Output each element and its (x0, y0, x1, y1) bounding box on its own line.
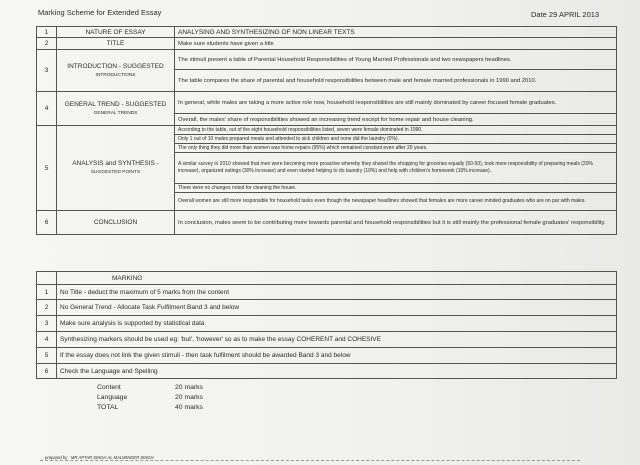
row-number: 2 (37, 38, 57, 50)
column-header: NATURE OF ESSAY (57, 27, 175, 38)
total-label: TOTAL (97, 404, 119, 411)
table-cell: In conclusion, males seem to be contributing more towards parental and household responsibilities but it is still mainly the professional female graduates' responsibility. (175, 211, 617, 235)
marking-heading: MARKING (57, 272, 617, 285)
total-row (97, 403, 203, 413)
total-value: 20 marks (175, 394, 203, 401)
table-cell: In general, while males are taking a more active role now, household responsibilities are still mainly dominated by career focused female graduates. (175, 92, 617, 114)
table-cell: Overall, the males' share of responsibilities showed an increasing trend except for home repair and house cleaning. (175, 114, 617, 126)
table-row (37, 211, 617, 235)
marking-item: Make sure analysis is supported by statistical data (57, 316, 617, 332)
marking-item: No Title - deduct the maximum of 5 marks from the content (57, 285, 617, 300)
document-title: Marking Scheme for Extended Essay (38, 8, 162, 17)
row-number: 5 (37, 126, 57, 211)
row-number: 2 (37, 300, 57, 316)
table-cell: A similar survey in 2010 showed that men were becoming more proactive whereby they shared the shopping for groceries equally (50-50), took more responsibility of preparing meals (20% increase), organized outings (30% increase) and even started helping to do laundry (10%) and help with children's homework (10% increase). (175, 153, 617, 184)
row-label: TITLE (57, 38, 175, 50)
table-row (37, 300, 617, 316)
marking-table (36, 271, 617, 379)
total-label: Content (97, 384, 121, 391)
marking-item: Check the Language and Spelling (57, 364, 617, 379)
table-row (37, 272, 617, 285)
table-cell: The table compares the share of parental and household responsibilities between male and female married professionals in 1990 and 2010. (175, 70, 617, 92)
row-number: 6 (37, 211, 57, 235)
total-value: 40 marks (175, 404, 203, 411)
prepared-by-footer: prepared by : MR APTAR SINGH AL MALWINDER SINGH (45, 455, 154, 460)
table-cell: Make sure students have given a title (175, 38, 617, 50)
row-number: 4 (37, 332, 57, 348)
row-label: GENERAL TREND - SUGGESTED GENERAL TRENDS (57, 92, 175, 126)
table-cell: The stimuli present a table of Parental Household Responsibilities of Young Married Professionals and two newspapers headlines. (175, 50, 617, 70)
row-number: 3 (37, 50, 57, 92)
table-row (37, 332, 617, 348)
table-row (37, 50, 617, 70)
footer-divider (40, 460, 580, 461)
marking-item: No General Trend - Allocate Task Fulfilment Band 3 and below (57, 300, 617, 316)
totals-block (97, 383, 203, 413)
total-label: Language (97, 394, 128, 401)
table-cell: Only 1 out of 10 males prepared meals and attended to sick children and none did the laundry (0%). (175, 135, 617, 144)
row-number: 1 (37, 27, 57, 38)
table-cell (37, 272, 57, 285)
row-number: 6 (37, 364, 57, 379)
rubric-table (36, 26, 617, 235)
table-cell: Overall women are still more responsible for household tasks even though the newspaper headlines showed that females are more career minded graduates who are on par with males. (175, 193, 617, 211)
column-header: ANALYSING AND SYNTHESIZING OF NON LINEAR TEXTS (175, 27, 617, 38)
row-label: CONCLUSION (57, 211, 175, 235)
row-label: ANALYSIS and SYNTHESIS - SUGGESTED POINTS (57, 126, 175, 211)
table-cell: The only thing they did more than women was home repairs (95%) which remained constant even after 20 years. (175, 144, 617, 153)
table-row (37, 364, 617, 379)
total-row (97, 393, 203, 403)
row-number: 3 (37, 316, 57, 332)
row-label: INTRODUCTION - SUGGESTED INTRODUCTIONS (57, 50, 175, 92)
row-number: 4 (37, 92, 57, 126)
total-value: 20 marks (175, 384, 203, 391)
row-number: 5 (37, 348, 57, 364)
marking-item: Synthesizing markers should be used eg: 'but', 'however' so as to make the essay COHERENT and COHESIVE (57, 332, 617, 348)
table-row (37, 27, 617, 38)
table-row (37, 285, 617, 300)
row-number: 1 (37, 285, 57, 300)
document-date: Date 29 APRIL 2013 (531, 10, 600, 19)
table-row (37, 126, 617, 135)
table-cell: There were no changes noted for cleaning the house. (175, 184, 617, 193)
total-row (97, 383, 203, 393)
table-row (37, 316, 617, 332)
marking-item: If the essay does not link the given stimuli - then task fulfilment should be awarded Band 3 and below (57, 348, 617, 364)
table-cell: According to the table, out of the eight household responsibilities listed, seven were female dominated in 1990. (175, 126, 617, 135)
table-row (37, 348, 617, 364)
table-row (37, 92, 617, 114)
table-row (37, 38, 617, 50)
